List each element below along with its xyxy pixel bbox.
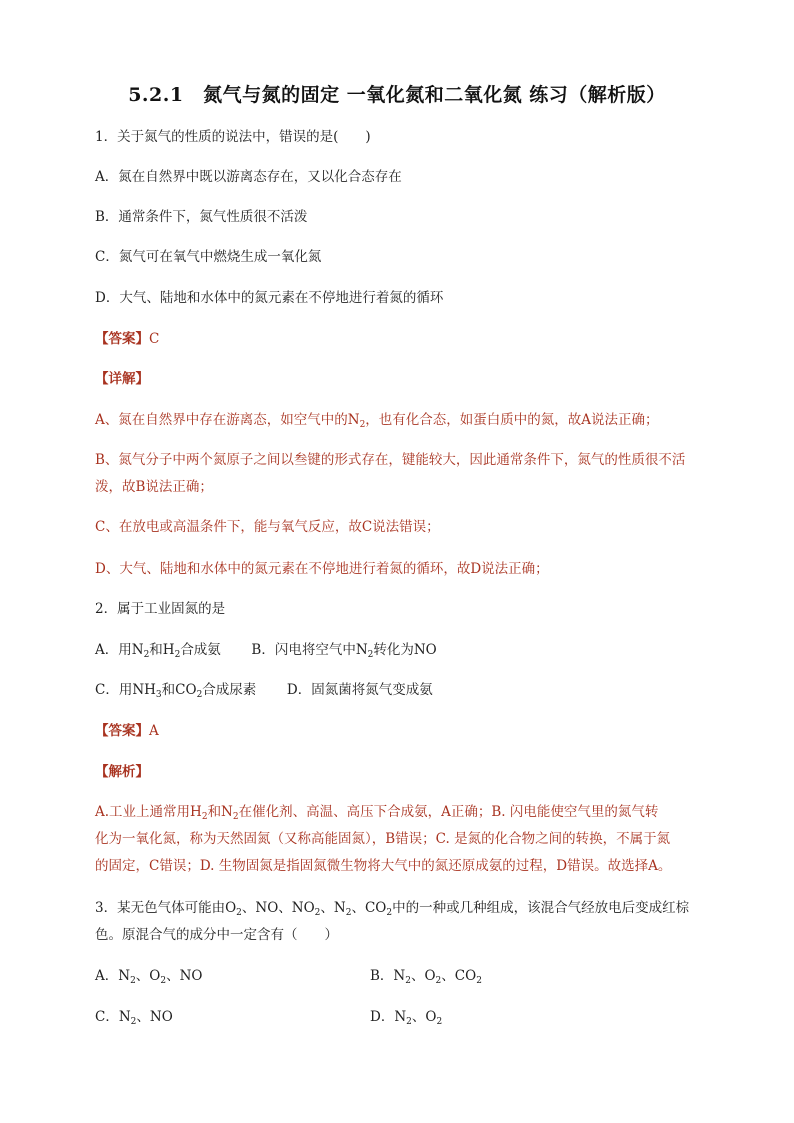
q2-answer bbox=[95, 722, 159, 740]
q2-explanation-line3: 的固定，C错误；D. 生物固氮是指固氮微生物将大气中的氮还原成氨的过程，D错误。故选择A。 bbox=[95, 858, 672, 874]
q3-option-a: A．$N_2$、$O_2$、NO bbox=[95, 968, 203, 986]
q1-explanation-b-line1: B、氮气分子中两个氮原子之间以叁键的形式存在，键能较大，因此通常条件下，氮气的性质很不活 bbox=[95, 452, 686, 468]
q1-stem: 1．关于氮气的性质的说法中，错误的是( ) bbox=[95, 129, 371, 145]
q2-option-b: B．闪电将空气中$N_2$转化为NO bbox=[251, 642, 437, 660]
q2-options-cd bbox=[95, 681, 433, 699]
answer-tag: 【答案】 bbox=[95, 723, 149, 739]
q2-option-d: D．固氮菌将氮气变成氨 bbox=[286, 682, 433, 698]
q1-option-b: B．通常条件下，氮气性质很不活泼 bbox=[95, 209, 308, 225]
q3-option-d: D．$N_2$、$O_2$ bbox=[370, 1009, 443, 1027]
page-title: 5.2.1 氮气与氮的固定 一氧化氮和二氧化氮 练习（解析版） bbox=[128, 84, 666, 106]
q3-option-b: B．$N_2$、$O_2$、$CO_2$ bbox=[370, 968, 482, 986]
q1-answer bbox=[95, 330, 159, 348]
q1-option-c: C．氮气可在氧气中燃烧生成一氧化氮 bbox=[95, 249, 322, 265]
q3-stem-line1: 3．某无色气体可能由$O_2$、NO、$NO_2$、$N_2$、$CO_2$中的一种或几种组成，该混合气经放电后变成红棕 bbox=[95, 900, 690, 918]
answer-value: A bbox=[149, 723, 159, 739]
q2-option-a: A．用$N_2$和$H_2$合成氨 bbox=[95, 642, 221, 660]
q2-option-c: C．用$NH_3$和$CO_2$合成尿素 bbox=[95, 682, 257, 700]
q3-options-ab bbox=[95, 967, 695, 985]
q3-options-cd bbox=[95, 1008, 695, 1026]
q1-detail-tag: 【详解】 bbox=[95, 371, 149, 387]
answer-tag: 【答案】 bbox=[95, 331, 149, 347]
q2-explanation-line2: 化为一氧化氮，称为天然固氮（又称高能固氮），B错误；C. 是氮的化合物之间的转换，不属于氮 bbox=[95, 831, 671, 847]
q1-explanation-d: D、大气、陆地和水体中的氮元素在不停地进行着氮的循环，故D说法正确； bbox=[95, 561, 549, 577]
q3-option-c: C．$N_2$、NO bbox=[95, 1009, 173, 1027]
q2-stem: 2．属于工业固氮的是 bbox=[95, 601, 226, 617]
q3-stem-line2: 色。原混合气的成分中一定含有（ ） bbox=[95, 927, 338, 943]
q2-explanation-line1: A.工业上通常用$H_2$和$N_2$在催化剂、高温、高压下合成氨，A正确；B. 闪电能使空气里的氮气转 bbox=[95, 804, 659, 822]
q1-explanation-a: A、氮在自然界中存在游离态，如空气中的$N_2$，也有化合态，如蛋白质中的氮，故A说法正确； bbox=[95, 412, 659, 430]
answer-value: C bbox=[149, 331, 160, 347]
q2-options-ab bbox=[95, 641, 437, 659]
q2-analysis-tag: 【解析】 bbox=[95, 764, 149, 780]
q1-option-a: A．氮在自然界中既以游离态存在，又以化合态存在 bbox=[95, 169, 402, 185]
q1-explanation-c: C、在放电或高温条件下，能与氧气反应，故C说法错误； bbox=[95, 519, 440, 535]
q1-explanation-b-line2: 泼，故B说法正确； bbox=[95, 479, 213, 495]
q1-option-d: D．大气、陆地和水体中的氮元素在不停地进行着氮的循环 bbox=[95, 290, 444, 306]
